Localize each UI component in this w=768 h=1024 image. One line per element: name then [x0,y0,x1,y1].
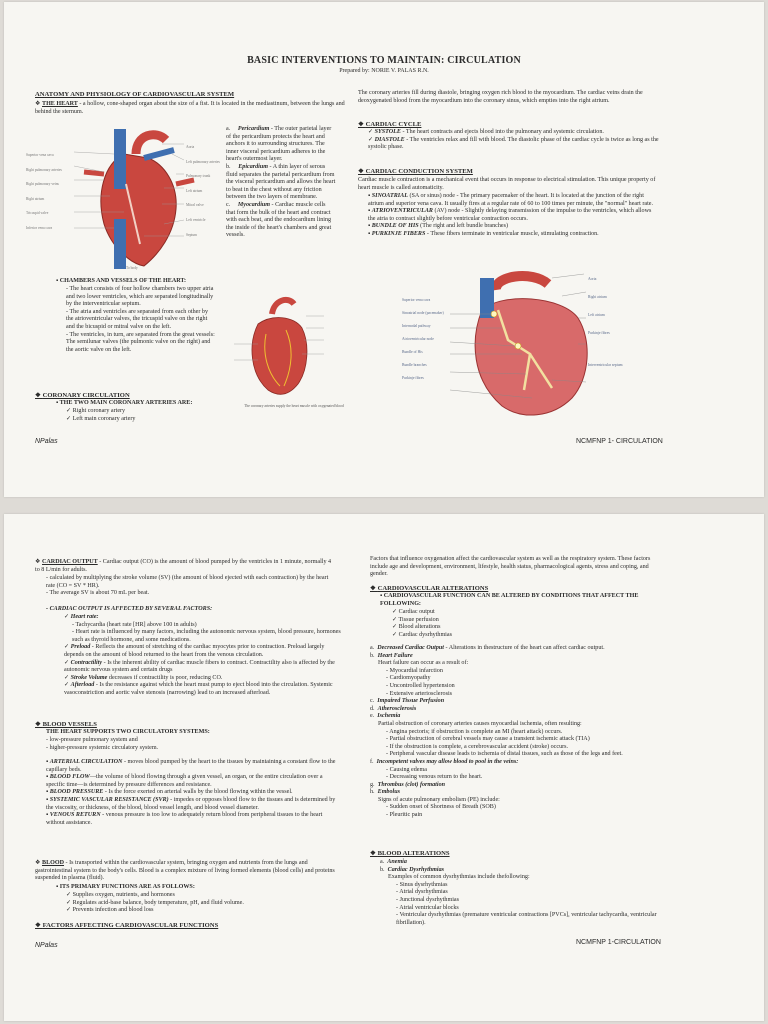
blood-functions-heading: ▪ ITS PRIMARY FUNCTIONS ARE AS FOLLOWS: [56,884,195,890]
footer-author: NPalas [35,438,58,445]
list-item: ✓ Prevents infection and blood loss [66,907,154,914]
layer-a: a. Pericardium - The outer parietal layer of the pericardium protects the heart and anchors it to surrounding structures. The inner visceral pericardium adheres to the heart's outermost layer. [226,126,332,163]
embolus-item: h. Embolus [370,789,400,796]
list-item: ✓ Cardiac output [392,609,435,615]
list-item: - Peripheral vascular disease leads to ischemia of distal tissues, such as those of the legs and feet. [386,751,623,758]
layer-b: b. Epicardium - A thin layer of serous fluid separates the parietal pericardium from the visceral pericardium and allows the heart to beat in the chest without any friction between the two layers of membrane. [226,163,336,201]
list-item: - The heart consists of four hollow chambers two upper atria and two lower ventricles, which are separated longitudinally by the interventricular septum. [66,286,214,308]
conduction-labels-left: Superior vena cava Sinoatrial node (pacemaker) Internodal pathway Atrioventricular node Bundle of His Bundle branches Purkinje fibres [402,298,444,380]
list-item: ▪ BUNDLE OF HIS (The right and left bundle branches) [368,223,508,230]
stroke-volume-item: ✓ Stroke Volume decreases if contractility is poor, reducing CO. [64,674,223,681]
blood-alterations [380,859,662,927]
blood-vessels-sub: THE HEART SUPPORTS TWO CIRCULATORY SYSTEMS: [46,729,210,735]
coronary-sub: ▪ THE TWO MAIN CORONARY ARTERIES ARE: [56,400,193,406]
list-item: ✓ Cardiac dysrhythmias [392,631,452,638]
dysrhythmias-text: Examples of common dysrhythmias include thefollowing: [388,874,530,881]
blood-alterations-heading: ❖ BLOOD ALTERATIONS [370,850,450,857]
list-item: - Partial obstruction of cerebral vessels may cause a transient ischemic attack (TIA) [386,736,590,743]
ischemia-text: Partial obstruction of coronary arteries causes myocardial ischemia, often resulting: [378,720,582,727]
conduction-labels-right: Aorta Right atrium Left atrium Purkinje fibres Interventricular septum [588,277,623,367]
page-1 [4,2,764,497]
list-item: - Sinus dysrhythmias [396,881,448,888]
alterations-detail [370,645,662,820]
to-body-label: To body [126,266,138,270]
list-item: - The average SV is about 70 mL per beat. [46,590,150,597]
coronary-heading: ❖ CORONARY CIRCULATION [35,392,130,399]
list-item: - Sudden onset of Shortness of Breath (SOB) [386,804,496,811]
blood-functions-list [66,892,244,915]
list-item: ✓ Tissue perfusion [392,616,439,623]
contractility-item: ✓ Contractility - Is the inherent ability of cardiac muscle fibers to contract. Contractility also is affected by the autonomic nervous system and certain drugs [64,659,335,674]
list-item: - Uncontrolled hypertension [386,682,455,689]
factors-intro: Factors that influence oxygenation affect the cardiovascular system as well as the respiratory system. These factors include age and development, environment, lifestyle, health status, pharmacological agents, stress and coping, and gender. [370,556,651,578]
conduction-system-diagram [402,270,662,420]
heart-layers [226,126,336,240]
list-item: - If the obstruction is complete, a cerebrovascular accident (stroke) occurs. [386,743,569,750]
co-factors-heading: - CARDIAC OUTPUT IS AFFECTED BY SEVERAL FACTORS: [46,606,213,612]
coronary-fill-text: The coronary arteries fill during diastole, bringing oxygen rich blood to the myocardium. The cardiac veins drain the deoxygenated blood from the myocardium into the coronary sinus, which empties into the right atrium. [358,90,643,104]
list-item: ✓ DIASTOLE - The ventricles relax and fill with blood. The diastolic phase of the cardiac cycle is twice as long as the systolic phase. [368,136,659,151]
anemia-item: a. Anemia [380,859,407,865]
list-item: - Angina pectoris; if obstruction is complete an MI (heart attack) occurs. [386,728,563,735]
page-title: BASIC INTERVENTIONS TO MAINTAIN: CIRCULATION [247,55,521,66]
thrombus-item: g. Thrombus (clot) formation [370,781,446,788]
cardiac-output-intro: ❖ CARDIAC OUTPUT - Cardiac output (CO) is the amount of blood pumped by the ventricles in 1 minute, normally 4 to 8 L/min for adults. [35,559,332,573]
coronary-caption: The coronary arteries supply the heart muscle with oxygenated blood [244,404,344,408]
list-item: - Atrial dysrhythmias [396,889,448,896]
list-item: ▪ ARTERIAL CIRCULATION - moves blood pumped by the heart to the tissues by maintaining a constant flow to the capillary beds. [46,759,336,773]
cardiac-output-list [46,575,336,598]
circulatory-systems-list [46,737,158,752]
embolus-text: Signs of acute pulmonary embolism (PE) include: [378,796,500,803]
prepared-by: Prepared by: NORIE V. PALAS R.N. [339,68,429,74]
blood-intro: ❖ BLOOD - Is transported within the cardiovascular system, bringing oxygen and nutrients from the lungs and gastrointestinal system to the body's cells. Blood is a complex mixture of living formed elements (blood cells) and proteins suspended in plasma (fluid). [35,860,335,882]
list-item: ▪ ATRIOVENTRICULAR (AV) node - Slightly delaying transmission of the impulse to the ventricles, which allows the atria to contract slightly before ventricular contraction occurs. [368,208,652,222]
list-item: ▪ VENOUS RETURN - venous pressure is too low to adequately return blood from peripheral tissues to the heart without assistance. [46,812,323,826]
cardiac-cycle-list [368,129,660,152]
cardiac-cycle-heading: ❖ CARDIAC CYCLE [358,121,422,128]
list-item: - Heart rate is influenced by many factors, including the autonomic nervous system, blood pressure, hormones such as thyroid hormone, and some medications. [72,629,341,643]
list-item: ▪ SINOATRIAL (SA or sinus) node - The primary pacemaker of the heart. It is located at the junction of the right atrium and superior vena cava. It usually fires at a regular rate of 60 to 100 times per minute, the "normal" heart rate. [368,193,654,207]
list-item: - Extensive arteriosclerosis [386,690,453,697]
heart-term: THE HEART [42,101,78,107]
list-item: - low-pressure pulmonary system and [46,737,138,743]
heart-failure-item: b. Heart Failure [370,652,413,659]
list-item: - Decreasing venous return to the heart. [386,774,483,781]
anatomy-heading: ANATOMY AND PHYSIOLOGY OF CARDIOVASCULAR SYSTEM [35,91,235,98]
dysrhythmias-item: b. Cardiac Dysrhythmias [380,866,444,873]
list-item: ✓ Left main coronary artery [66,415,136,422]
list-item: ✓ SYSTOLE - The heart contracts and ejects blood into the pulmonary and systemic circulation. [368,129,604,135]
list-item: - higher-pressure systemic circulatory system. [46,744,159,751]
preload-item: ✓ Preload - Reflects the amount of stretching of the cardiac myocytes prior to contraction. Preload largely depends on the amount of blood returned to the heart from the venous circulation. [64,644,325,658]
alterations-heading: ❖ CARDIOVASCULAR ALTERATIONS [370,585,489,592]
list-item: - The atria and ventricles are separated from each other by the atrioventricular valves, the tricuspid valve on the right and the bicuspid or mitral valve on the left. [66,308,209,330]
list-item: - Cardiomyopathy [386,675,431,682]
factors-heading: ❖ FACTORS AFFECTING CARDIOVASCULAR FUNCTIONS [35,922,219,929]
heart-failure-text: Heart failure can occur as a result of: [378,660,469,667]
chambers-list [66,286,216,354]
heart-intro: ❖ THE HEART - a hollow, cone-shaped organ about the size of a fist. It is located in the mediastinum, between the lungs and behind the sternum. [35,101,345,115]
list-item: ✓ Right coronary artery [66,408,126,414]
coronary-list [66,408,135,423]
footer-author: NPalas [35,942,58,949]
chambers-heading: ▪ CHAMBERS AND VESSELS OF THE HEART: [56,278,187,284]
list-item: - Junctional dysrhythmias [396,896,459,903]
list-item: ▪ SYSTEMIC VASCULAR RESISTANCE (SVR) - impedes or opposes blood flow to the tissues and is determined by the viscosity, or thickness, of the blood, blood vessel length, and blood vessel diameter. [46,796,336,811]
footer-course: NCMFNP 1-CIRCULATION [576,939,661,946]
ischemia-item: e. Ischemia [370,713,401,720]
heart-rate-item: ✓ Heart rate: [64,614,99,620]
diagram-labels-right: Aorta Left pulmonary arteries Pulmonary trunk Left atrium Mitral valve Left ventricle Septum [186,145,220,237]
coronary-artery-diagram [228,294,348,414]
conduction-text: Cardiac muscle contraction is a mechanical event that occurs in response to electrical stimulation. This unique property of heart muscle is called automaticity. [358,177,656,191]
list-item: - Myocardial infarction [386,667,443,674]
list-item: - Atrial ventricular blocks [396,904,459,911]
heart-anatomy-diagram [26,124,222,272]
list-item: ▪ PURKINJE FIBERS - These fibers terminate in ventricular muscle, stimulating contraction. [368,230,599,237]
list-item: - Tachycardia (heart rate [HR] above 100 in adults) [72,621,197,628]
list-item: - The ventricles, in turn, are separated from the great vessels: The semilunar valves (the pulmonic valve on the right) and the aortic valve on the left. [66,331,215,353]
list-item: ✓ Regulates acid-base balance, body temperature, pH, and fluid volume. [66,899,244,906]
conduction-list [368,193,660,239]
tissue-perfusion-item: c. Impaired Tissue Perfusion [370,698,445,705]
list-item: - Ventricular dysrhythmias (premature ventricular contractions [PVCs], ventricular tachycardia, ventricular fibrillation). [396,912,657,926]
page-2 [4,514,764,1021]
blood-vessels-heading: ❖ BLOOD VESSELS [35,721,97,728]
list-item: ✓ Supplies oxygen, nutrients, and hormones [66,892,175,898]
list-item: ✓ Blood alterations [392,624,441,631]
list-item: - Pleuritic pain [386,812,423,819]
decreased-output-item: a. Decreased Cardiac Output - Alterations in thestructure of the heart can affect cardiac output. [370,645,605,651]
co-factors [64,614,342,698]
incompetent-valves-item: f. Incompetent valves may allow blood to pool in the veins: [370,758,519,765]
list-item: ▪ BLOOD PRESSURE - Is the force exerted on arterial walls by the blood flowing within the vessel. [46,789,293,796]
list-item: ▪ BLOOD FLOW—the volume of blood flowing through a given vessel, an organ, or the entire circulation over a specific time—is determined by pressure differences and resistance. [46,774,323,788]
vessel-terms-list [46,759,338,827]
list-item: - Causing edema [386,766,427,773]
diagram-labels-left: Superior vena cava Right pulmonary arteries Right pulmonary veins Right atrium Tricuspid valve Inferior vena cava [26,153,62,230]
afterload-item: ✓ Afterload - Is the resistance against which the heart must pump to eject blood into the circulation. Systemic vasoconstriction and aortic valve stenosis (narrowing) lead to an increased afterload. [64,682,333,696]
layer-c: c. Myocardium - Cardiac muscle cells that form the bulk of the heart and contract with each beat, and the endocardium lining the inside of the heart's chambers and great vessels. [226,201,332,239]
atherosclerosis-item: d. Atherosclerosis [370,705,417,712]
conduction-heading: ❖ CARDIAC CONDUCTION SYSTEM [358,168,473,175]
footer-course: NCMFNP 1- CIRCULATION [576,438,663,445]
heart-text: - a hollow, cone-shaped organ about the size of a fist. It is located in the mediastinum, between the lungs and behind the sternum. [35,101,345,115]
alterations-list [392,609,452,639]
list-item: - calculated by multiplying the stroke volume (SV) (the amount of blood ejected with each contraction) by the heart rate (CO = SV * HR). [46,575,329,589]
alterations-sub: ▪ CARDIOVASCULAR FUNCTION CAN BE ALTERED BY CONDITIONS THAT AFFECT THE FOLLOWING: [380,593,639,607]
